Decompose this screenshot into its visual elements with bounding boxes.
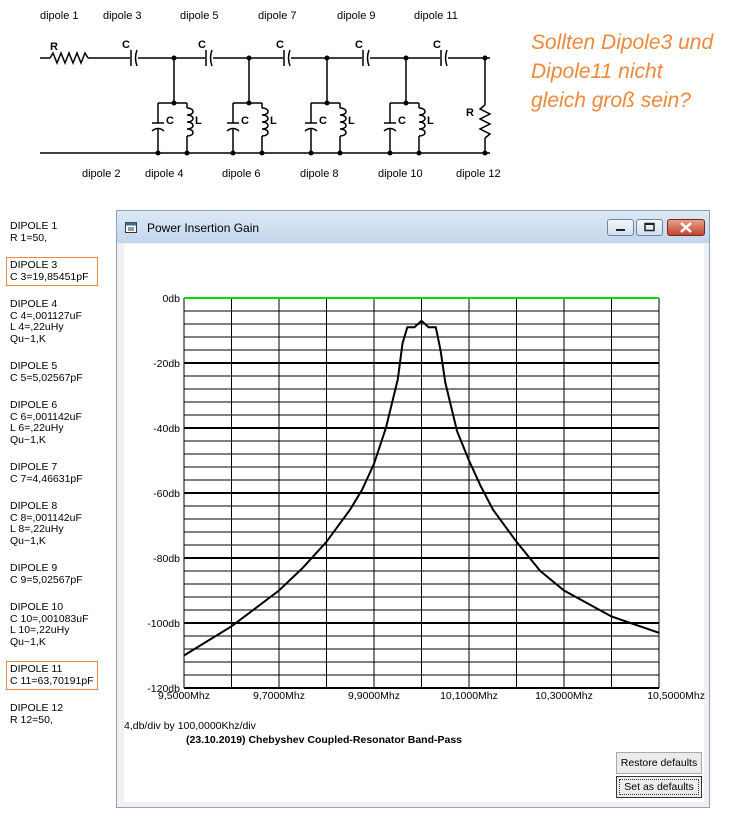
dipole-name: DIPOLE 11 <box>10 663 63 675</box>
dipole-value: C 11=63,70191pF <box>10 674 94 687</box>
x-tick-label: 9,9000Mhz <box>348 690 400 702</box>
dipole-value: C 3=19,85451pF <box>10 270 89 283</box>
sym-l-tank: L <box>427 115 434 127</box>
y-tick-label: 0db <box>162 293 180 305</box>
dipole-value: R 1=50, <box>10 231 48 244</box>
dipole-value: C 6=,001142uF <box>10 410 82 423</box>
schematic-label-dipole-11: dipole 11 <box>414 10 458 22</box>
dipole-value: L 8=,22uHy <box>10 523 64 535</box>
y-tick-label: -60db <box>153 488 180 500</box>
y-tick-label: -80db <box>153 553 180 565</box>
sym-c-11: C <box>433 39 441 51</box>
dipole-value: C 8=,001142uF <box>10 511 82 524</box>
sym-c-5: C <box>198 39 206 51</box>
dipole-name: DIPOLE 4 <box>10 298 58 310</box>
sym-r-1: R <box>50 41 58 53</box>
sym-c-7: C <box>276 39 284 51</box>
x-tick-label: 9,7000Mhz <box>253 690 305 702</box>
question-line: Sollten Dipole3 und <box>531 31 714 54</box>
dipole-name: DIPOLE 9 <box>10 562 58 574</box>
schematic-label-dipole-12: dipole 12 <box>456 168 501 180</box>
restore-defaults-button[interactable]: Restore defaults <box>616 752 702 774</box>
dipole-name: DIPOLE 3 <box>10 259 58 271</box>
question-line: Dipole11 nicht <box>531 60 663 83</box>
dipole-value: C 7=4,46631pF <box>10 472 83 485</box>
dipole-value: L 6=,22uHy <box>10 422 64 434</box>
dipole-value: Qu~1,K <box>10 534 46 547</box>
x-tick-label: 10,1000Mhz <box>440 690 498 702</box>
schematic-label-dipole-3: dipole 3 <box>103 10 142 22</box>
dipole-value: C 10=,001083uF <box>10 612 89 625</box>
sym-c-tank: C <box>398 115 406 127</box>
sym-r-12: R <box>466 107 474 119</box>
dipole-value: R 12=50, <box>10 713 53 726</box>
dipole-value: L 10=,22uHy <box>10 624 70 636</box>
sym-c-tank: C <box>241 115 249 127</box>
dipole-value: Qu~1,K <box>10 332 46 345</box>
schematic-label-dipole-4: dipole 4 <box>145 168 184 180</box>
sym-c-tank: C <box>166 115 174 127</box>
scale-info: 4,db/div by 100,0000Khz/div <box>124 720 256 732</box>
schematic-label-dipole-6: dipole 6 <box>222 168 261 180</box>
dipole-name: DIPOLE 1 <box>10 220 58 232</box>
y-tick-label: -120db <box>147 683 180 695</box>
y-tick-label: -100db <box>147 618 180 630</box>
question-line: gleich groß sein? <box>531 89 691 112</box>
dipole-value: C 9=5,02567pF <box>10 573 83 586</box>
x-tick-label: 10,3000Mhz <box>535 690 593 702</box>
window-title: Power Insertion Gain <box>147 221 260 235</box>
dipole-value: C 5=5,02567pF <box>10 371 83 384</box>
dipole-value: Qu~1,K <box>10 433 46 446</box>
schematic-label-dipole-1: dipole 1 <box>40 10 79 22</box>
y-tick-label: -40db <box>153 423 180 435</box>
dipole-name: DIPOLE 6 <box>10 399 58 411</box>
schematic-label-dipole-5: dipole 5 <box>180 10 219 22</box>
dipole-name: DIPOLE 12 <box>10 702 64 714</box>
sym-c-tank: C <box>319 115 327 127</box>
dipole-name: DIPOLE 7 <box>10 461 58 473</box>
schematic-label-dipole-7: dipole 7 <box>258 10 297 22</box>
dipole-value: Qu~1,K <box>10 635 46 648</box>
schematic-label-dipole-2: dipole 2 <box>82 168 121 180</box>
schematic-label-dipole-9: dipole 9 <box>337 10 376 22</box>
chart-caption: (23.10.2019) Chebyshev Coupled-Resonator Band-Pass <box>186 734 463 746</box>
sym-l-tank: L <box>348 115 355 127</box>
y-tick-label: -20db <box>153 358 180 370</box>
set-as-defaults-button[interactable]: Set as defaults <box>616 776 702 798</box>
dipole-name: DIPOLE 5 <box>10 360 58 372</box>
sym-l-tank: L <box>270 115 277 127</box>
sym-l-tank: L <box>195 115 202 127</box>
x-tick-label: 10,5000Mhz <box>647 690 705 702</box>
sym-c-3: C <box>122 39 130 51</box>
dipole-name: DIPOLE 8 <box>10 500 58 512</box>
dipole-value: C 4=,001127uF <box>10 309 82 322</box>
schematic-label-dipole-10: dipole 10 <box>378 168 423 180</box>
dipole-value: L 4=,22uHy <box>10 321 64 333</box>
dipole-name: DIPOLE 10 <box>10 601 64 613</box>
schematic-label-dipole-8: dipole 8 <box>300 168 339 180</box>
sym-c-9: C <box>355 39 363 51</box>
x-tick-label: 9,5000Mhz <box>158 690 210 702</box>
